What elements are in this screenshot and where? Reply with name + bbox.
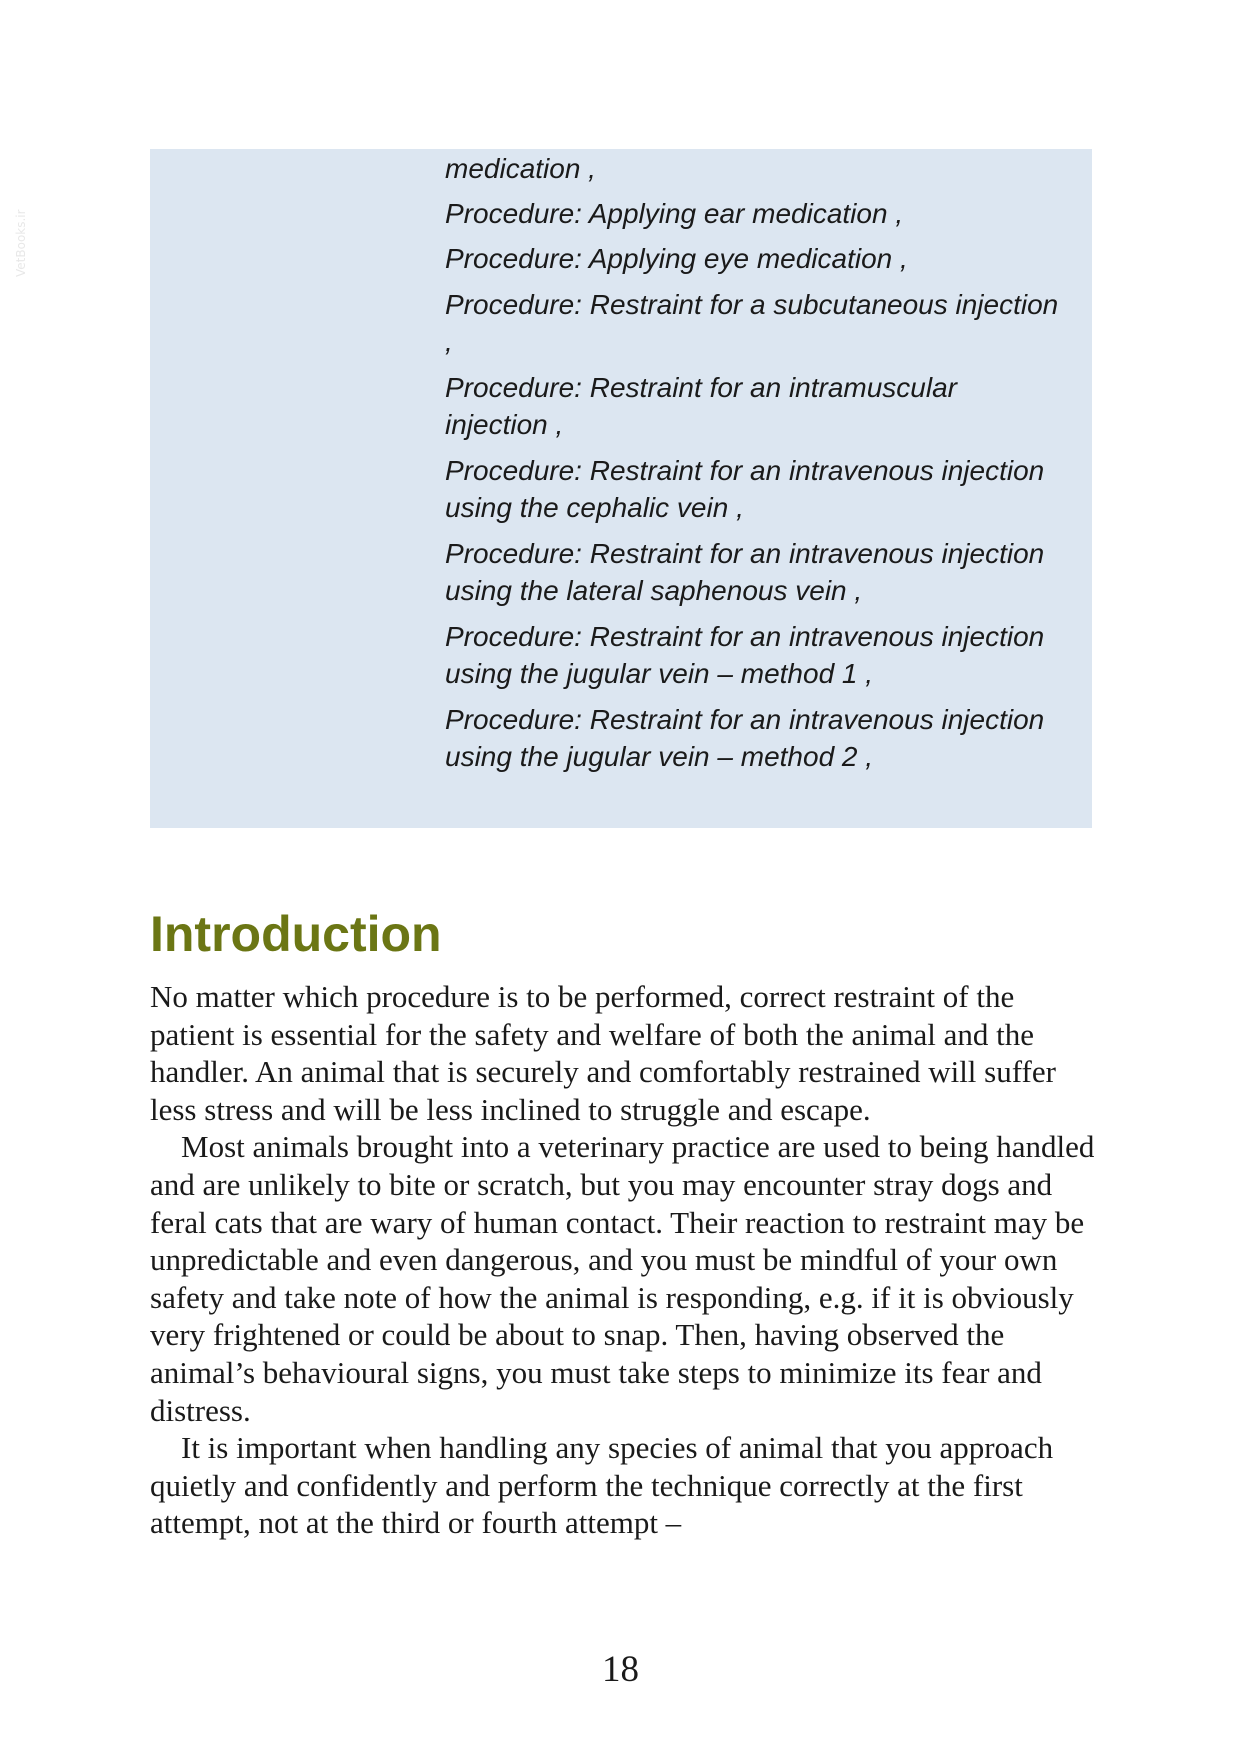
procedure-list-item: Procedure: Applying ear medication ,: [445, 197, 904, 229]
body-text: [150, 978, 1095, 1542]
procedure-list-item: Procedure: Restraint for a subcutaneous injection ,: [445, 288, 1059, 357]
page-number: 18: [602, 1649, 639, 1690]
paragraph: No matter which procedure is to be performed, correct restraint of the patient is essential for the safety and welfare of both the animal and the handler. An animal that is securely and comfortably restrained will suffer less stress and will be less inclined to struggle and escape.: [150, 979, 1056, 1127]
procedure-list-item: Procedure: Restraint for an intramuscular injection ,: [445, 371, 957, 440]
procedure-list-item: Procedure: Restraint for an intravenous injection using the cephalic vein ,: [445, 454, 1045, 523]
paragraph: It is important when handling any species of animal that you approach quietly and confidently and perform the technique correctly at the first attempt, not at the third or fourth attempt –: [150, 1430, 1054, 1541]
procedure-list-item: Procedure: Restraint for an intravenous injection using the jugular vein – method 2 ,: [445, 703, 1045, 772]
procedure-list-item: Procedure: Applying eye medication ,: [445, 243, 908, 274]
procedure-list: [445, 150, 1065, 784]
procedure-list-item: Procedure: Restraint for an intravenous injection using the jugular vein – method 1 ,: [445, 620, 1045, 689]
paragraph: Most animals brought into a veterinary practice are used to being handled and are unlikely to bite or scratch, but you may encounter stray dogs and feral cats that are wary of human contact. Their reaction to restraint may be unpredictable and even dangerous, and you must be mindful of your own safety and take note of how the animal is responding, e.g. if it is obviously very frightened or could be about to snap. Then, having observed the animal’s behavioural signs, you must take steps to minimize its fear and distress.: [150, 1129, 1095, 1428]
watermark-text: VetBooks.ir: [14, 209, 28, 277]
section-heading: Introduction: [150, 906, 442, 962]
procedure-list-item: Procedure: Restraint for an intravenous injection using the lateral saphenous vein ,: [445, 537, 1045, 606]
procedure-list-item: medication ,: [445, 153, 596, 184]
